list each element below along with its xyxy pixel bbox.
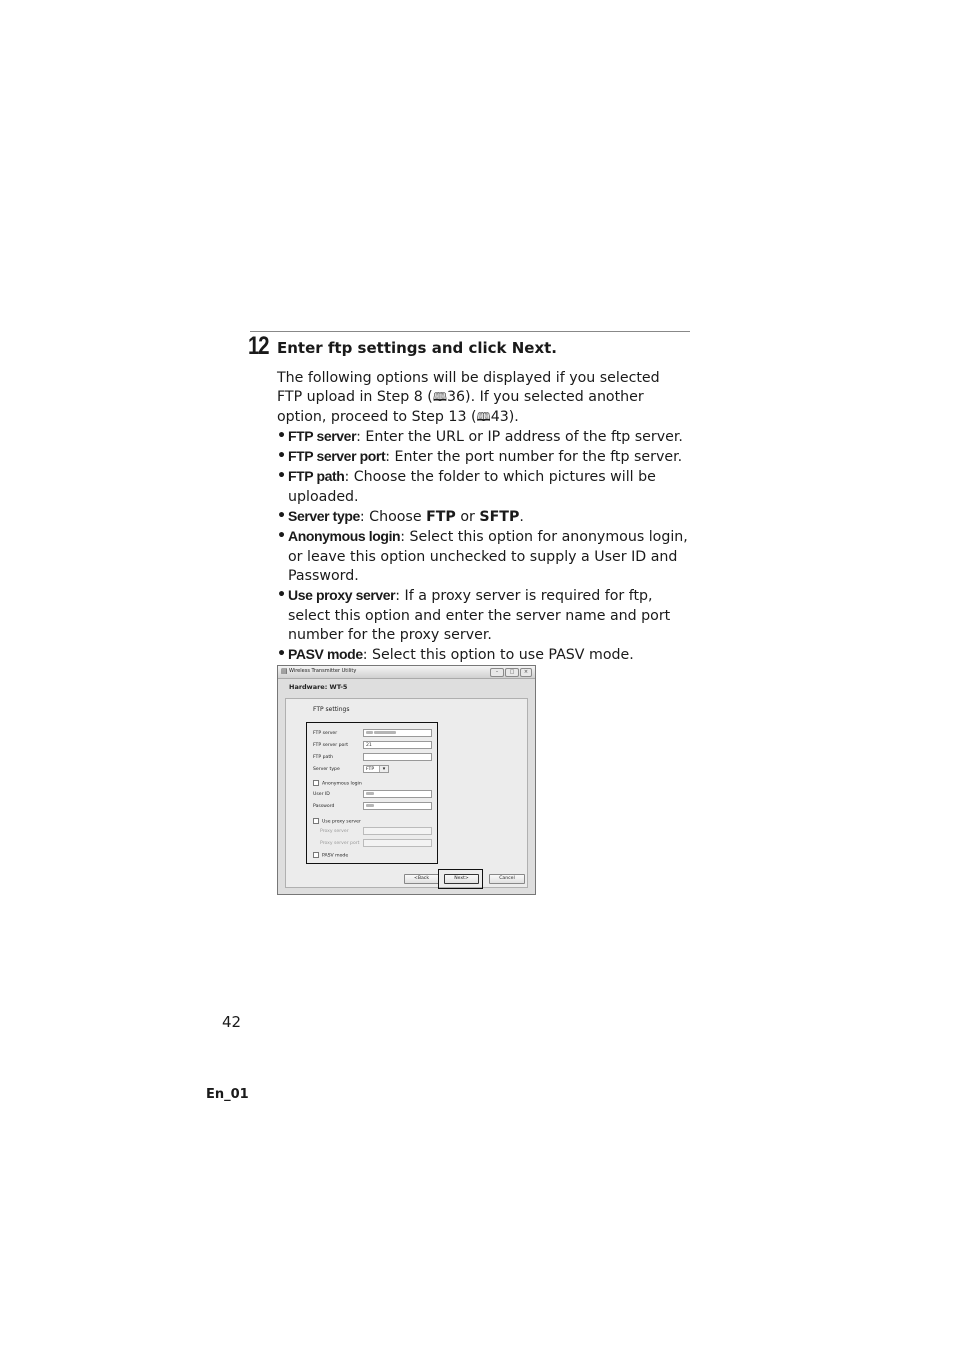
book-icon: 🕮	[476, 409, 491, 424]
list-item	[277, 645, 689, 665]
anonymous-login-label: Anonymous login	[322, 781, 362, 787]
chevron-down-icon: ▾	[379, 766, 388, 772]
list-item	[277, 507, 689, 527]
option-desc: : Select this option for anonymous login, or leave this option unchecked to supply a User ID and Password.	[288, 529, 688, 584]
anonymous-login-checkbox[interactable]	[313, 780, 362, 787]
option-list	[277, 427, 689, 666]
server-type-select[interactable]	[363, 765, 389, 773]
document-code: En_01	[206, 1087, 249, 1102]
next-button[interactable]: Next>	[444, 874, 479, 884]
ftp-path-field[interactable]	[363, 753, 432, 761]
option-desc: : Enter the URL or IP address of the ftp server.	[356, 428, 683, 445]
window-titlebar	[278, 666, 535, 679]
cancel-button[interactable]: Cancel	[489, 874, 525, 884]
ftp-path-label: FTP path	[313, 755, 334, 760]
use-proxy-label: Use proxy server	[322, 819, 361, 825]
option-desc: : Enter the port number for the ftp server.	[385, 449, 683, 466]
option-desc: or	[455, 509, 480, 526]
proxy-server-port-field[interactable]	[363, 839, 432, 847]
option-term: FTP server	[288, 427, 357, 444]
checkbox-icon	[313, 780, 319, 786]
intro-paragraph	[277, 369, 689, 427]
option-term: Server type	[288, 508, 360, 525]
page-ref-1: 36	[446, 389, 466, 406]
pasv-mode-label: PASV mode	[322, 853, 349, 859]
option-term: Use proxy server	[288, 587, 396, 604]
list-item	[277, 427, 689, 447]
page-number: 42	[222, 1013, 242, 1031]
hardware-title: Hardware: WT-5	[289, 683, 348, 691]
option-desc: : If a proxy server is required for ftp, select this option and enter the server name and port number for the proxy server.	[288, 588, 671, 643]
window-title: Wireless Transmitter Utility	[289, 668, 357, 674]
ftp-server-port-field[interactable]: 21	[363, 741, 432, 749]
option-term: FTP server port	[288, 448, 386, 465]
option-term: Anonymous login	[288, 528, 401, 545]
page-ref-2: 43	[490, 408, 509, 425]
app-icon: ▤	[281, 667, 288, 675]
section-title: FTP settings	[313, 706, 350, 713]
ftp-settings-screenshot	[277, 665, 536, 895]
pasv-mode-checkbox[interactable]	[313, 852, 348, 859]
checkbox-icon	[313, 852, 319, 858]
password-label: Password	[313, 804, 335, 809]
step-body	[277, 369, 689, 665]
intro-text-1: The following options will be displayed if you selected FTP upload in Step 8 (	[277, 370, 660, 406]
list-item	[277, 527, 689, 586]
proxy-server-label: Proxy server	[320, 829, 349, 834]
intro-text-3: ).	[508, 408, 519, 425]
option-desc: : Choose	[359, 509, 427, 526]
intro-text-2: ). If you selected another option, proceed to Step 13 (	[277, 389, 644, 425]
keyword-sftp: SFTP	[479, 509, 520, 526]
option-desc: .	[519, 509, 524, 526]
option-desc: : Select this option to use PASV mode.	[362, 647, 634, 664]
user-id-field[interactable]	[363, 790, 432, 798]
option-term: FTP path	[288, 468, 345, 485]
book-icon: 🕮	[432, 390, 447, 405]
close-button[interactable]: ×	[520, 668, 532, 677]
server-type-value: FTP	[366, 767, 375, 772]
user-id-label: User ID	[313, 792, 330, 797]
server-type-label: Server type	[313, 767, 340, 772]
list-item	[277, 467, 689, 507]
ftp-server-label: FTP server	[313, 731, 338, 736]
ftp-server-port-label: FTP server port	[313, 743, 349, 748]
proxy-server-port-label: Proxy server port	[320, 841, 360, 846]
list-item	[277, 586, 689, 645]
use-proxy-checkbox[interactable]	[313, 818, 361, 825]
proxy-server-field[interactable]	[363, 827, 432, 835]
step-title: Enter ftp settings and click Next.	[277, 339, 557, 357]
step-number: 12	[248, 332, 269, 360]
minimize-button[interactable]: –	[490, 668, 504, 677]
back-button[interactable]: <Back	[404, 874, 439, 884]
password-field[interactable]	[363, 802, 432, 810]
option-term: PASV mode	[288, 646, 363, 663]
list-item	[277, 447, 689, 467]
ftp-form	[306, 722, 438, 864]
maximize-button[interactable]: □	[505, 668, 519, 677]
section-rule	[250, 331, 690, 332]
checkbox-icon	[313, 818, 319, 824]
option-desc: : Choose the folder to which pictures will be uploaded.	[288, 469, 656, 505]
keyword-ftp: FTP	[426, 509, 456, 526]
ftp-server-field[interactable]	[363, 729, 432, 737]
settings-panel	[285, 698, 528, 888]
